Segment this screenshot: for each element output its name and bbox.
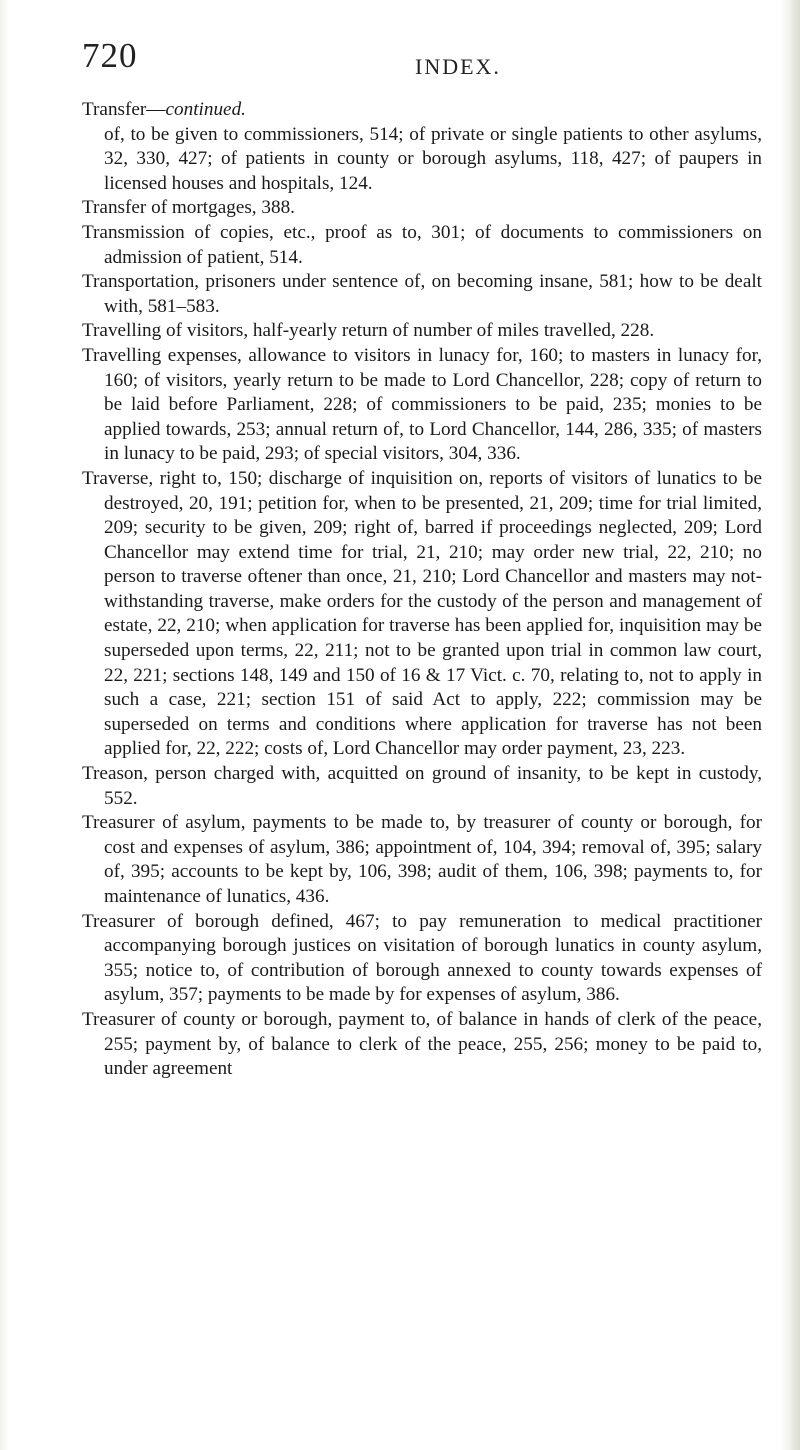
index-entry-treasurer-of-asylum: Treasurer of asylum, payments to be made to, by treasurer of county or borough, for cost and expenses of asylum, 386; appointment of, 104, 394; removal of, 395; salary of, 395; accounts to be kept by, 106, 398; audit of them, 106, 398; payments to, for maintenance of lunatics, 436. xyxy=(82,812,762,907)
index-entry-treasurer-of-county: Treasurer of county or borough, payment to, of balance in hands of clerk of the peace, 255; payment by, of balance to clerk of the peace, 255, 256; money to be paid to, under agreement xyxy=(82,1008,762,1080)
entry-heading-note: continued. xyxy=(165,99,246,120)
entry-text: of, to be given to commissioners, 514; of private or single patients to other asylums, 32, 330, 427; of patients in county or borough asylums, 118, 427; of paupers in licensed houses and hospitals, 124. xyxy=(104,123,762,194)
index-entry-travelling-of-visitors: Travelling of visitors, half-yearly return of number of miles travelled, 228. xyxy=(82,320,655,342)
index-entry-treasurer-of-borough: Treasurer of borough defined, 467; to pay remuneration to medical practitioner accompanying borough justices on visitation of borough lunatics in county asylum, 355; notice to, of contribution of borough annexed to county towards expenses of asylum, 357; payments to be made by for expenses of asylum, 386. xyxy=(82,910,762,1006)
index-entries xyxy=(82,98,762,1082)
page-right-edge xyxy=(780,0,800,1450)
index-entry-transportation: Transportation, prisoners under sentence of, on becoming insane, 581; how to be dealt with, 581–583. xyxy=(82,271,762,317)
running-head: INDEX. xyxy=(415,54,501,79)
page-left-edge xyxy=(0,0,8,1450)
index-entry-treason: Treason, person charged with, acquitted on ground of insanity, to be kept in custody, 552. xyxy=(82,763,762,809)
index-entry-transfer-continued xyxy=(82,98,762,196)
index-entry-travelling-expenses: Travelling expenses, allowance to visitors in lunacy for, 160; to masters in lunacy for, 160; of visitors, yearly return to be made to Lord Chancellor, 228; copy of return to be laid before Parliament, 228; of commissioners to be paid, 235; monies to be applied towards, 253; annual return of, to Lord Chancellor, 144, 286, 335; of masters in lunacy to be paid, 293; of special visitors, 304, 336. xyxy=(82,344,762,465)
page-number: 720 xyxy=(82,36,138,75)
index-entry-traverse: Traverse, right to, 150; discharge of inquisition on, reports of visitors of lunatics to be destroyed, 20, 191; petition for, when to be presented, 21, 209; time for trial limited, 209; security to be given, 209; right of, barred if proceedings neglected, 209; Lord Chancellor may extend time for trial, 21, 210; may order new trial, 22, 210; no person to traverse oftener than once, 21, 210; Lord Chancellor and masters may not-withstanding traverse, make orders for the custody of the person and management of estate, 22, 210; when application for traverse has been applied for, inquisition may be superseded upon terms, 22, 211; not to be granted upon trial in common law court, 22, 221; sections 148, 149 and 150 of 16 & 17 Vict. c. 70, relating to, not to apply in such a case, 221; section 151 of said Act to apply, 222; commission may be superseded on terms and conditions where application for traverse has not been applied for, 22, 222; costs of, Lord Chancellor may order payment, 23, 223. xyxy=(82,467,762,760)
entry-heading: Transfer— xyxy=(82,99,166,120)
index-entry-transfer-of-mortgages: Transfer of mortgages, 388. xyxy=(82,197,295,219)
index-entry-transmission: Transmission of copies, etc., proof as to, 301; of documents to commissioners on admission of patient, 514. xyxy=(82,221,762,268)
